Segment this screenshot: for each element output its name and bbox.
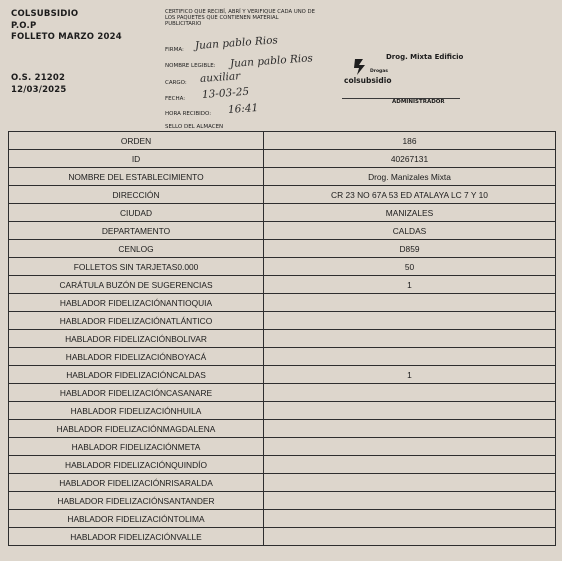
table-row — [9, 294, 556, 312]
row-label: HABLADOR FIDELIZACIÓNRISARALDA — [9, 474, 264, 492]
pop-label: P.O.P — [11, 20, 37, 31]
row-value: 40267131 — [264, 150, 556, 168]
row-label: CIUDAD — [9, 204, 264, 222]
row-value — [264, 420, 556, 438]
table-row — [9, 510, 556, 528]
row-label: HABLADOR FIDELIZACIÓNQUINDÍO — [9, 456, 264, 474]
row-value: Drog. Manizales Mixta — [264, 168, 556, 186]
order-block — [11, 73, 67, 96]
firma-label: FIRMA: — [165, 47, 184, 53]
stamp-brand: colsubsidio — [344, 76, 392, 85]
table-row — [9, 186, 556, 204]
row-value: MANIZALES — [264, 204, 556, 222]
stamp-admin: ADMINISTRADOR — [392, 99, 445, 105]
table-row — [9, 366, 556, 384]
row-label: HABLADOR FIDELIZACIÓNANTIOQUIA — [9, 294, 264, 312]
table-row — [9, 258, 556, 276]
row-value — [264, 456, 556, 474]
table-row — [9, 276, 556, 294]
table-row — [9, 456, 556, 474]
row-label: HABLADOR FIDELIZACIÓNBOLIVAR — [9, 330, 264, 348]
row-value — [264, 348, 556, 366]
hora-label: HORA RECIBIDO: — [165, 111, 212, 117]
row-label: DEPARTAMENTO — [9, 222, 264, 240]
row-label: FOLLETOS SIN TARJETAS0.000 — [9, 258, 264, 276]
order-number: O.S. 21202 — [11, 73, 66, 83]
row-value: 50 — [264, 258, 556, 276]
table-row — [9, 474, 556, 492]
table-row — [9, 348, 556, 366]
row-value — [264, 330, 556, 348]
firma-signature: Juan pablo Rios — [194, 34, 279, 52]
table-row — [9, 330, 556, 348]
sello-label: SELLO DEL ALMACEN — [165, 124, 224, 130]
order-date: 12/03/2025 — [11, 84, 67, 95]
row-value — [264, 294, 556, 312]
row-label: HABLADOR FIDELIZACIÓNMAGDALENA — [9, 420, 264, 438]
certificate-text: CERTIFICO QUE RECIBÍ, ABRÍ Y VERIFIQUE CADA UNO DE LOS PAQUETES QUE CONTIENEN MATERIAL PUBLICITARIO — [165, 9, 315, 28]
row-label: CARÁTULA BUZÓN DE SUGERENCIAS — [9, 276, 264, 294]
colsubsidio-logo-icon — [352, 56, 368, 78]
row-value — [264, 492, 556, 510]
row-value: 1 — [264, 276, 556, 294]
table-row — [9, 528, 556, 546]
row-value — [264, 312, 556, 330]
hora-value: 16:41 — [227, 101, 259, 116]
cargo-label: CARGO: — [165, 80, 187, 86]
stamp-brand-small: Drogas — [370, 69, 388, 74]
header-block — [11, 9, 122, 44]
row-label: HABLADOR FIDELIZACIÓNSANTANDER — [9, 492, 264, 510]
fecha-label: FECHA: — [165, 96, 186, 102]
table-row — [9, 438, 556, 456]
row-value: D859 — [264, 240, 556, 258]
row-value: 186 — [264, 132, 556, 150]
row-value — [264, 510, 556, 528]
row-value — [264, 528, 556, 546]
row-value: CR 23 NO 67A 53 ED ATALAYA LC 7 Y 10 — [264, 186, 556, 204]
cargo-value: auxiliar — [199, 70, 241, 85]
table-row — [9, 402, 556, 420]
table-row — [9, 168, 556, 186]
row-label: DIRECCIÓN — [9, 186, 264, 204]
table-row — [9, 420, 556, 438]
row-label: ORDEN — [9, 132, 264, 150]
row-label: HABLADOR FIDELIZACIÓNCALDAS — [9, 366, 264, 384]
row-label: HABLADOR FIDELIZACIÓNMETA — [9, 438, 264, 456]
row-value — [264, 402, 556, 420]
row-label: HABLADOR FIDELIZACIÓNVALLE — [9, 528, 264, 546]
nombre-label: NOMBRE LEGIBLE: — [165, 63, 216, 69]
row-value: CALDAS — [264, 222, 556, 240]
row-label: NOMBRE DEL ESTABLECIMIENTO — [9, 168, 264, 186]
table-row — [9, 240, 556, 258]
fecha-value: 13-03-25 — [201, 85, 250, 101]
row-label: HABLADOR FIDELIZACIÓNTOLIMA — [9, 510, 264, 528]
inventory-table — [8, 131, 556, 546]
table-row — [9, 204, 556, 222]
row-value — [264, 438, 556, 456]
row-label: HABLADOR FIDELIZACIÓNATLÁNTICO — [9, 312, 264, 330]
row-label: HABLADOR FIDELIZACIÓNHUILA — [9, 402, 264, 420]
table-row — [9, 222, 556, 240]
table-row — [9, 150, 556, 168]
table-row — [9, 384, 556, 402]
stamp-store: Drog. Mixta Edificio — [386, 53, 464, 61]
table-row — [9, 492, 556, 510]
row-value: 1 — [264, 366, 556, 384]
row-label: ID — [9, 150, 264, 168]
row-label: HABLADOR FIDELIZACIÓNBOYACÁ — [9, 348, 264, 366]
nombre-value: Juan pablo Rios — [229, 52, 314, 70]
folleto-title: FOLLETO MARZO 2024 — [11, 32, 122, 42]
row-value — [264, 474, 556, 492]
row-label: CENLOG — [9, 240, 264, 258]
row-value — [264, 384, 556, 402]
table-row — [9, 312, 556, 330]
row-label: HABLADOR FIDELIZACIÓNCASANARE — [9, 384, 264, 402]
company-name: COLSUBSIDIO — [11, 9, 79, 19]
table-row — [9, 132, 556, 150]
